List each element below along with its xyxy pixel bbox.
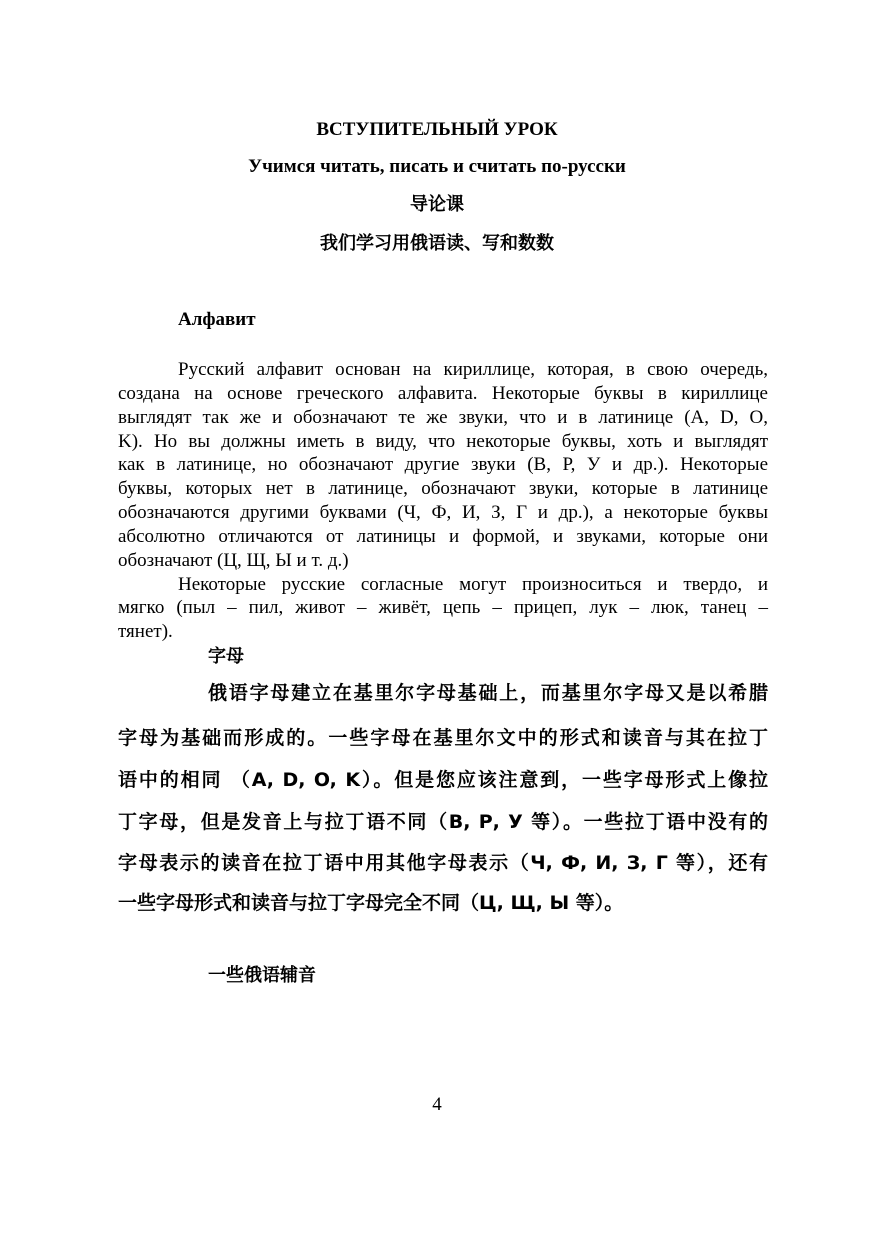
text-line: мягко (пыл – пил, живот – живёт, цепь – прицеп, лук – люк, танец – bbox=[118, 597, 768, 618]
text-line: K). Но вы должны иметь в виду, что некоторые буквы, хоть и выглядят bbox=[118, 431, 768, 452]
section-heading-consonants-zh: 一些俄语辅音 bbox=[208, 965, 316, 986]
text-line: тянет). bbox=[118, 621, 173, 642]
page-number: 4 bbox=[432, 1094, 442, 1115]
text-line: 一些字母形式和读音与拉丁字母完全不同（Ц, Щ, Ы 等）。 bbox=[118, 892, 624, 914]
text-line: Некоторые русские согласные могут произноситься и твердо, и bbox=[178, 574, 768, 595]
title-zh: 导论课 bbox=[410, 194, 464, 215]
subtitle-zh: 我们学习用俄语读、写和数数 bbox=[320, 233, 554, 254]
text-line: 语中的相同 （A, D, O, K）。但是您应该注意到，一些字母形式上像拉 bbox=[118, 769, 768, 791]
text-line: создана на основе греческого алфавита. Некоторые буквы в кириллице bbox=[118, 383, 768, 404]
text-line: как в латинице, но обозначают другие звуки (В, Р, У и др.). Некоторые bbox=[118, 454, 768, 475]
text-line: обозначают (Ц, Щ, Ы и т. д.) bbox=[118, 550, 349, 571]
text-line: 俄语字母建立在基里尔字母基础上，而基里尔字母又是以希腊 bbox=[208, 682, 768, 704]
text-line: абсолютно отличаются от латиницы и формой, и звуками, которые они bbox=[118, 526, 768, 547]
text-line: выглядят так же и обозначают те же звуки, что и в латинице (A, D, O, bbox=[118, 407, 768, 428]
text-line: Русский алфавит основан на кириллице, которая, в свою очередь, bbox=[178, 359, 768, 380]
subtitle-ru: Учимся читать, писать и считать по-русски bbox=[248, 156, 626, 177]
text-line: 字母表示的读音在拉丁语中用其他字母表示（Ч, Ф, И, З, Г 等），还有 bbox=[118, 852, 768, 874]
title-ru: ВСТУПИТЕЛЬНЫЙ УРОК bbox=[316, 119, 558, 140]
text-line: обозначаются другими буквами (Ч, Ф, И, З, Г и др.), а некоторые буквы bbox=[118, 502, 768, 523]
text-line: 丁字母，但是发音上与拉丁语不同（В, Р, У 等）。一些拉丁语中没有的 bbox=[118, 811, 768, 833]
text-line: буквы, которых нет в латинице, обозначают звуки, которые в латинице bbox=[118, 478, 768, 499]
text-line: 字母为基础而形成的。一些字母在基里尔文中的形式和读音与其在拉丁 bbox=[118, 727, 768, 749]
section-heading-alphabet: Алфавит bbox=[178, 309, 256, 330]
section-heading-letters-zh: 字母 bbox=[208, 646, 244, 667]
